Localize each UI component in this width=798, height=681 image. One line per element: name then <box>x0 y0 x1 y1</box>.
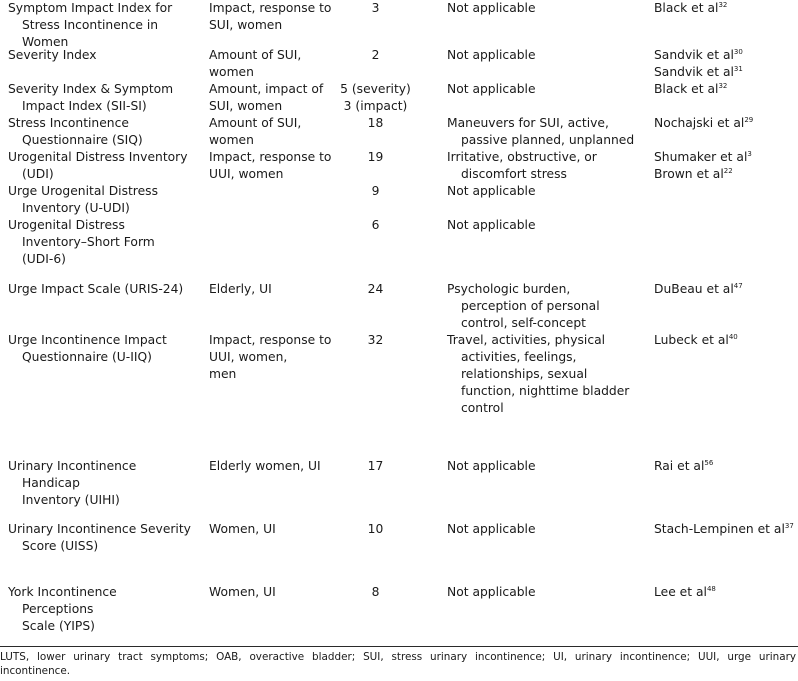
reference-author: Sandvik et al <box>654 48 734 62</box>
reference-author: Rai et al <box>654 459 705 473</box>
cell-line: men <box>209 367 237 381</box>
cell-line: Impact, response to <box>209 150 332 164</box>
cell-line: Not applicable <box>447 184 536 198</box>
cell-line: passive planned, unplanned <box>461 133 635 147</box>
instrument-name-cell <box>8 81 203 115</box>
cell-line: Women, UI <box>209 585 276 599</box>
item-count-cell <box>338 81 413 115</box>
cell-line: Irritative, obstructive, or <box>447 150 597 164</box>
reference-line <box>654 458 798 475</box>
cell-line: 2 <box>371 48 380 62</box>
reference-line <box>654 149 798 166</box>
reference-line <box>654 81 798 98</box>
cell-line: Psychologic burden, <box>447 282 571 296</box>
reference-author: Black et al <box>654 1 719 15</box>
cell-line: 3 <box>371 1 380 15</box>
instrument-name-cell <box>8 115 203 149</box>
cell-line: Impact, response to <box>209 1 332 15</box>
item-count-cell <box>338 115 413 132</box>
cell-line: Handicap <box>22 476 80 490</box>
reference-cell <box>654 81 798 98</box>
reference-line <box>654 64 798 81</box>
cell-line: Questionnaire (U-IIQ) <box>22 350 152 364</box>
cell-line: Impact, response to <box>209 333 332 347</box>
cell-line: Urge Incontinence Impact <box>8 333 167 347</box>
population-cell <box>209 281 334 298</box>
reference-author: Lee et al <box>654 585 707 599</box>
instrument-name-cell <box>8 217 203 268</box>
cell-line: Travel, activities, physical <box>447 333 606 347</box>
cell-line: Inventory (U-UDI) <box>22 201 130 215</box>
cell-line: SUI, women <box>209 18 283 32</box>
cell-line: perception of personal <box>461 299 600 313</box>
instrument-name-cell <box>8 47 203 64</box>
reference-cell <box>654 458 798 475</box>
cell-line: UUI, women <box>209 167 284 181</box>
cell-line: Women, UI <box>209 522 276 536</box>
cell-line: Perceptions <box>22 602 94 616</box>
cell-line: activities, feelings, <box>461 350 577 364</box>
cell-line: UUI, women, <box>209 350 288 364</box>
reference-line <box>654 115 798 132</box>
cell-line: Stress Incontinence <box>8 116 129 130</box>
table-footnote: LUTS, lower urinary tract symptoms; OAB, overactive bladder; SUI, stress urinary incontinence; UI, urinary incontinence; UUI, urge urinary <box>0 651 796 663</box>
reference-number: 29 <box>744 116 754 124</box>
cell-line: Not applicable <box>447 218 536 232</box>
reference-cell <box>654 281 798 298</box>
item-count-cell <box>338 332 413 349</box>
reference-number: 56 <box>704 459 714 467</box>
cell-line: 17 <box>367 459 384 473</box>
table-footnote-continued: incontinence. <box>0 665 71 677</box>
reference-number: 40 <box>728 333 738 341</box>
domains-cell <box>447 332 637 417</box>
instrument-name-cell <box>8 281 203 298</box>
cell-line: Not applicable <box>447 522 536 536</box>
cell-line: Urogenital Distress Inventory <box>8 150 188 164</box>
item-count-cell <box>338 183 413 200</box>
instrument-name-cell <box>8 183 203 217</box>
cell-line: 32 <box>367 333 384 347</box>
cell-line: relationships, sexual <box>461 367 588 381</box>
cell-line: Elderly women, UI <box>209 459 321 473</box>
cell-line: Not applicable <box>447 82 536 96</box>
cell-line: 5 (severity) <box>340 82 411 96</box>
reference-cell <box>654 149 798 183</box>
reference-line <box>654 332 798 349</box>
reference-line <box>654 47 798 64</box>
cell-line: Amount of SUI, <box>209 116 302 130</box>
reference-cell <box>654 332 798 349</box>
reference-cell <box>654 115 798 132</box>
cell-line: function, nighttime bladder <box>461 384 630 398</box>
domains-cell <box>447 149 637 183</box>
population-cell <box>209 0 334 34</box>
reference-number: 47 <box>733 282 743 290</box>
cell-line: 6 <box>371 218 380 232</box>
cell-line: women <box>209 65 254 79</box>
cell-line: Urinary Incontinence Severity <box>8 522 191 536</box>
reference-number: 31 <box>733 65 743 73</box>
population-cell <box>209 584 334 601</box>
cell-line: Inventory (UIHI) <box>22 493 120 507</box>
instrument-name-cell <box>8 521 203 555</box>
cell-line: Symptom Impact Index for <box>8 1 173 15</box>
reference-cell <box>654 0 798 17</box>
reference-line <box>654 584 798 601</box>
reference-number: 37 <box>784 522 794 530</box>
cell-line: control <box>461 401 504 415</box>
cell-line: 3 (impact) <box>343 99 408 113</box>
domains-cell <box>447 217 637 234</box>
reference-author: Shumaker et al <box>654 150 748 164</box>
cell-line: Maneuvers for SUI, active, <box>447 116 609 130</box>
cell-line: Scale (YIPS) <box>22 619 95 633</box>
reference-line <box>654 0 798 17</box>
domains-cell <box>447 0 637 17</box>
reference-number: 32 <box>718 1 728 9</box>
reference-author: Stach-Lempinen et al <box>654 522 785 536</box>
item-count-cell <box>338 281 413 298</box>
cell-line: Women <box>22 35 69 49</box>
reference-author: Brown et al <box>654 167 724 181</box>
domains-cell <box>447 183 637 200</box>
reference-number: 22 <box>723 167 733 175</box>
cell-line: Stress Incontinence in <box>22 18 159 32</box>
population-cell <box>209 458 334 475</box>
reference-author: DuBeau et al <box>654 282 734 296</box>
instrument-name-cell <box>8 584 203 635</box>
reference-cell <box>654 521 798 538</box>
cell-line: Score (UISS) <box>22 539 99 553</box>
reference-number: 3 <box>747 150 752 158</box>
cell-line: Urogenital Distress <box>8 218 125 232</box>
cell-line: discomfort stress <box>461 167 567 181</box>
cell-line: Impact Index (SII-SI) <box>22 99 147 113</box>
item-count-cell <box>338 0 413 17</box>
reference-author: Lubeck et al <box>654 333 729 347</box>
item-count-cell <box>338 584 413 601</box>
instrument-name-cell <box>8 0 203 51</box>
item-count-cell <box>338 217 413 234</box>
cell-line: 9 <box>371 184 380 198</box>
reference-line <box>654 166 798 183</box>
cell-line: Urinary Incontinence <box>8 459 137 473</box>
cell-line: women <box>209 133 254 147</box>
cell-line: SUI, women <box>209 99 283 113</box>
domains-cell <box>447 47 637 64</box>
instrument-name-cell <box>8 332 203 366</box>
cell-line: 18 <box>367 116 384 130</box>
item-count-cell <box>338 521 413 538</box>
population-cell <box>209 81 334 115</box>
reference-line <box>654 521 798 538</box>
item-count-cell <box>338 47 413 64</box>
cell-line: Severity Index <box>8 48 97 62</box>
cell-line: Urge Urogenital Distress <box>8 184 158 198</box>
population-cell <box>209 47 334 81</box>
domains-cell <box>447 521 637 538</box>
cell-line: Questionnaire (SIQ) <box>22 133 143 147</box>
instrument-name-cell <box>8 149 203 183</box>
cell-line: Not applicable <box>447 459 536 473</box>
reference-author: Nochajski et al <box>654 116 745 130</box>
reference-number: 32 <box>718 82 728 90</box>
cell-line: 10 <box>367 522 384 536</box>
domains-cell <box>447 81 637 98</box>
reference-number: 30 <box>733 48 743 56</box>
domains-cell <box>447 281 637 332</box>
cell-line: Not applicable <box>447 48 536 62</box>
cell-line: 24 <box>367 282 384 296</box>
cell-line: Not applicable <box>447 1 536 15</box>
population-cell <box>209 149 334 183</box>
cell-line: Inventory–Short Form <box>22 235 155 249</box>
cell-line: Severity Index & Symptom <box>8 82 174 96</box>
table-bottom-rule <box>0 646 798 647</box>
cell-line: York Incontinence <box>8 585 117 599</box>
cell-line: 19 <box>367 150 384 164</box>
reference-cell <box>654 584 798 601</box>
reference-line <box>654 281 798 298</box>
cell-line: Urge Impact Scale (URIS-24) <box>8 282 184 296</box>
item-count-cell <box>338 149 413 166</box>
reference-number: 48 <box>706 585 716 593</box>
cell-line: 8 <box>371 585 380 599</box>
reference-author: Sandvik et al <box>654 65 734 79</box>
instrument-name-cell <box>8 458 203 509</box>
domains-cell <box>447 115 637 149</box>
population-cell <box>209 332 334 383</box>
population-cell <box>209 115 334 149</box>
cell-line: control, self-concept <box>461 316 586 330</box>
population-cell <box>209 521 334 538</box>
cell-line: (UDI-6) <box>22 252 66 266</box>
item-count-cell <box>338 458 413 475</box>
cell-line: Not applicable <box>447 585 536 599</box>
cell-line: Amount, impact of <box>209 82 324 96</box>
cell-line: Amount of SUI, <box>209 48 302 62</box>
cell-line: Elderly, UI <box>209 282 272 296</box>
domains-cell <box>447 584 637 601</box>
domains-cell <box>447 458 637 475</box>
reference-cell <box>654 47 798 81</box>
reference-author: Black et al <box>654 82 719 96</box>
cell-line: (UDI) <box>22 167 54 181</box>
